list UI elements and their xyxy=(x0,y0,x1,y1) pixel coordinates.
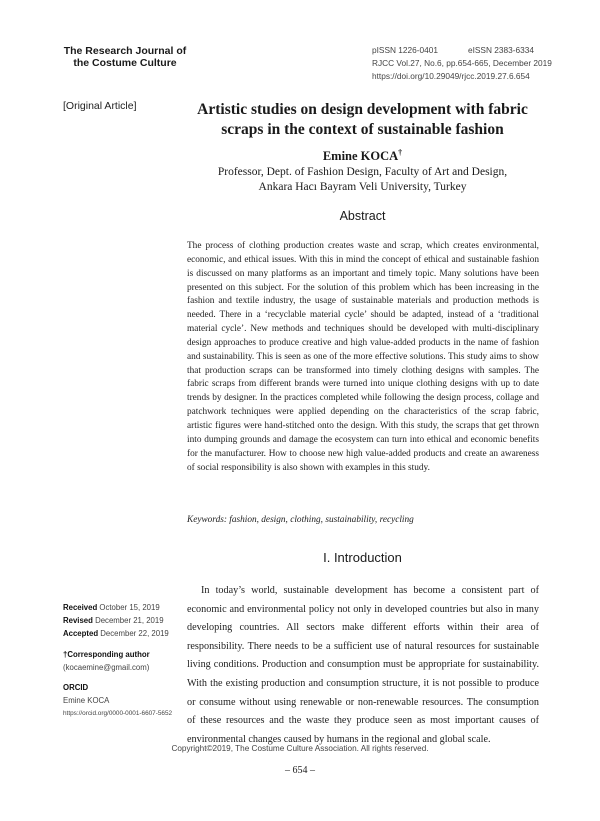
received-date: October 15, 2019 xyxy=(99,603,160,612)
corresponding-email[interactable]: (kocaemine@gmail.com) xyxy=(63,662,150,672)
orcid-label: ORCID xyxy=(63,683,89,693)
revised-label: Revised xyxy=(63,616,93,626)
introduction-heading: I. Introduction xyxy=(323,550,402,565)
pissn: pISSN 1226-0401 xyxy=(372,45,438,55)
affiliation-line-1: Professor, Dept. of Fashion Design, Faculty of Art and Design, xyxy=(217,166,508,178)
eissn: eISSN 2383-6334 xyxy=(467,45,534,55)
orcid-block xyxy=(63,681,181,721)
abstract-heading: Abstract xyxy=(339,209,386,223)
accepted-label: Accepted xyxy=(63,629,99,639)
abstract-body: The process of clothing production creates waste and scrap, which creates environmental, economic, and ethical issues. With this in mind the concept of ethical and sustainable fashion is discussed on many platforms as an important and timely topic. Many solutions have been presented on this subject. For the solution of this problem which has been increasing in the fashion and textile industry, the usage of sustainable materials and production methods is needed. There in a ‘recyclable material cycle’ should be adapted, instead of a ‘traditional material cycle’. New methods and techniques should be developed with multi-disciplinary design approaches to produce creative and high value-added products in the name of fashion and sustainability. This is seen as one of the more effective solutions. This study aims to show that production scraps can be transformed into timely clothing designs with samples. The fabric scraps from different brands were turned into unique clothing designs with up to date trends by designer. In the practices completed while following the design process, collage and patchwork techniques were applied depending on the characteristics of the scrap fabric, artistic figures were hand-stitched onto the design. With this study, the scraps that get thrown into dumping grounds and damage the ecosystem can turn into ethical and economic benefits for the manufacturer. How to choose new high value-added products and create an awareness of social responsibility is also shown with examples in this study. xyxy=(187,241,539,473)
article-title: Artistic studies on design development with fabric scraps in the context of sustainable fashion xyxy=(197,101,528,138)
introduction-body: In today’s world, sustainable development has become a consistent part of economic and environmental policy not only in developed countries but also in many developing countries. All sectors make different efforts within their area of responsibility. There needs to be a sufficient use of natural resources for sustainable living conditions. Production and consumption must be appropriate for sustainability. With the existing production and consumption structure, it is not possible to produce or consume without using renewable or non-renewable resources. The consumption of these resources and the waste they produce seen as most important causes of environmental changes caused by humans in the regional and global scale. xyxy=(187,585,539,745)
copyright: Copyright©2019, The Costume Culture Association. All rights reserved. xyxy=(171,744,429,753)
author-name-text: Emine KOCA xyxy=(322,149,399,164)
affiliation xyxy=(185,165,540,195)
keywords: Keywords: fashion, design, clothing, sustainability, recycling xyxy=(187,515,414,525)
citation: RJCC Vol.27, No.6, pp.654-665, December 2019 xyxy=(372,57,552,68)
history-dates xyxy=(63,601,181,641)
orcid-name: Emine KOCA xyxy=(63,696,110,706)
corresponding-mark: † xyxy=(398,148,403,157)
revised-date: December 21, 2019 xyxy=(95,616,164,626)
accepted-date: December 22, 2019 xyxy=(100,629,169,639)
article-type: [Original Article] xyxy=(63,100,137,112)
journal-name: The Research Journal of the Costume Culture xyxy=(63,45,187,69)
author-name xyxy=(185,148,540,164)
article-info-sidebar xyxy=(63,601,181,728)
issn-row xyxy=(372,44,542,57)
corresponding-label: †Corresponding author xyxy=(63,649,150,659)
received-label: Received xyxy=(63,603,98,612)
page-number: – 654 – xyxy=(285,765,315,776)
orcid-link[interactable]: https://orcid.org/0000-0001-6607-5652 xyxy=(63,710,173,718)
affiliation-line-2: Ankara Hacı Bayram Veli University, Turkey xyxy=(258,181,467,193)
corresponding-author xyxy=(63,648,181,674)
journal-meta xyxy=(372,44,552,82)
doi-link[interactable]: https://doi.org/10.29049/rjcc.2019.27.6.654 xyxy=(372,70,530,81)
